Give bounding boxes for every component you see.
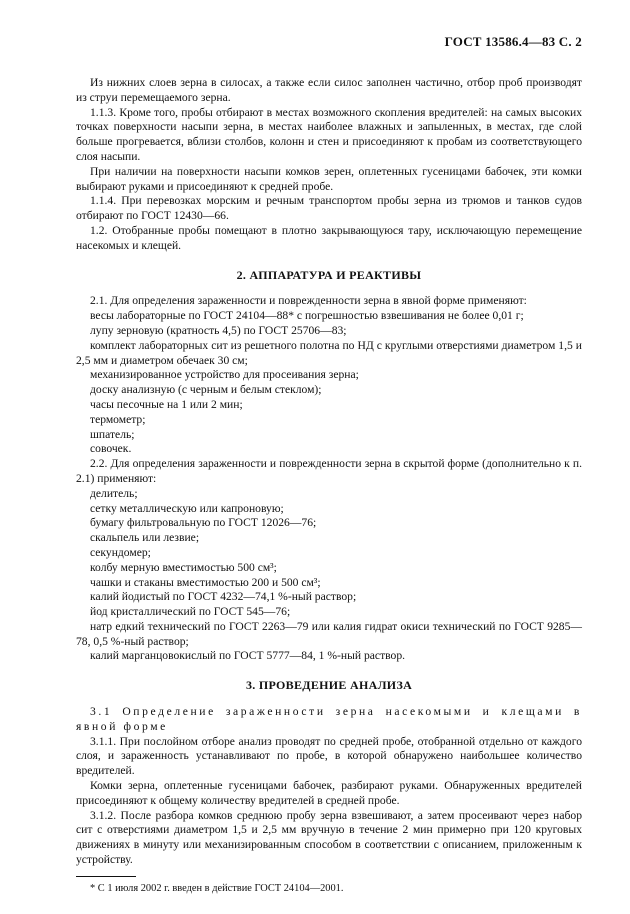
section-heading: 3. ПРОВЕДЕНИЕ АНАЛИЗА [245,678,413,693]
paragraph: 1.1.4. При перевозках морским и речным транспортом пробы зерна из трюмов и танков судов отбирают по ГОСТ 12430—66. [76,194,582,223]
list-item: механизированное устройство для просеивания зерна; [90,368,359,382]
list-item: колбу мерную вместимостью 500 см³; [90,560,277,574]
list-item: совочек. [90,442,132,456]
list-item: делитель; [90,486,138,500]
list-item: секундомер; [90,545,151,559]
paragraph: 1.1.3. Кроме того, пробы отбирают в местах возможного скопления вредителей: на самых высоких точках поверхности насыпи зерна, в местах наиболее влажных и запыленных, в местах, где слой больше прогревается, вблизи столбов, колонн и стен и присоединяют к пробам из соответствующего слоя насыпи. [76,105,582,163]
list-item: чашки и стаканы вместимостью 200 и 500 см³; [90,575,321,589]
paragraph: Комки зерна, оплетенные гусеницами бабочек, разбирают руками. Обнаруженных вредителей присоединяют к общему количеству вредителей в средней пробе. [76,779,582,807]
list-item: термометр; [90,412,146,426]
paragraph: 2.2. Для определения зараженности и поврежденности зерна в скрытой форме (дополнительно к п. 2.1) применяют: [76,457,582,485]
list-item: калий йодистый по ГОСТ 4232—74,1 %-ный раствор; [90,590,357,604]
list-item: шпатель; [90,427,135,441]
paragraph: При наличии на поверхности насыпи комков зерен, оплетенных гусеницами бабочек, эти комки выбирают руками и присоединяют к средней пробе. [76,164,582,193]
list-item: бумагу фильтровальную по ГОСТ 12026—76; [90,516,317,530]
subsection-heading: 3.1 Определение зараженности зерна насекомыми и клещами в явной форме [76,705,582,733]
list-item: натр едкий технический по ГОСТ 2263—79 или калия гидрат окиси технический по ГОСТ 9285—78, 0,5 %-ный раствор; [76,619,582,648]
list-item: часы песочные на 1 или 2 мин; [90,397,243,411]
paragraph: Из нижних слоев зерна в силосах, а также если силос заполнен частично, отбор проб производят из струи перемещаемого зерна. [76,76,582,104]
paragraph: 3.1.1. При послойном отборе анализ проводят по средней пробе, отобранной отдельно от каждого слоя, и зараженность устанавливают по пробе, в которой обнаружено наибольшее количество вредителей. [76,734,582,778]
list-item: калий марганцовокислый по ГОСТ 5777—84, 1 %-ный раствор. [90,649,406,663]
list-item: йод кристаллический по ГОСТ 545—76; [90,605,291,619]
paragraph: 3.1.2. После разбора комков среднюю пробу зерна взвешивают, а затем просеивают через набор сит с отверстиями диаметром 1,5 и 2,5 мм вручную в течение 2 мин примерно при 120 круговых движениях в минуту или механизированным способом в соответствии с описанием, приложенным к устройству. [76,808,582,867]
list-item: доску анализную (с черным и белым стеклом); [90,383,322,397]
list-item: лупу зерновую (кратность 4,5) по ГОСТ 25706—83; [90,323,347,337]
footnote: * С 1 июля 2002 г. введен в действие ГОСТ 24104—2001. [90,882,344,894]
list-item: сетку металлическую или капроновую; [90,501,284,515]
document-body [76,76,582,895]
list-item: весы лабораторные по ГОСТ 24104—88* с погрешностью взвешивания не более 0,01 г; [90,309,524,323]
page-header: ГОСТ 13586.4—83 С. 2 [444,34,582,49]
section-heading: 2. АППАРАТУРА И РЕАКТИВЫ [236,267,422,282]
list-item: скальпель или лезвие; [90,531,200,545]
list-item: комплект лабораторных сит из решетного полотна по НД с круглыми отверстиями диаметром 1,5 и 2,5 мм и диаметром обечаек 30 см; [76,338,582,367]
footnote-divider [76,876,136,877]
paragraph: 1.2. Отобранные пробы помещают в плотно закрывающуюся тару, исключающую перемещение насекомых и клещей. [76,223,582,252]
paragraph: 2.1. Для определения зараженности и поврежденности зерна в явной форме применяют: [90,294,527,308]
